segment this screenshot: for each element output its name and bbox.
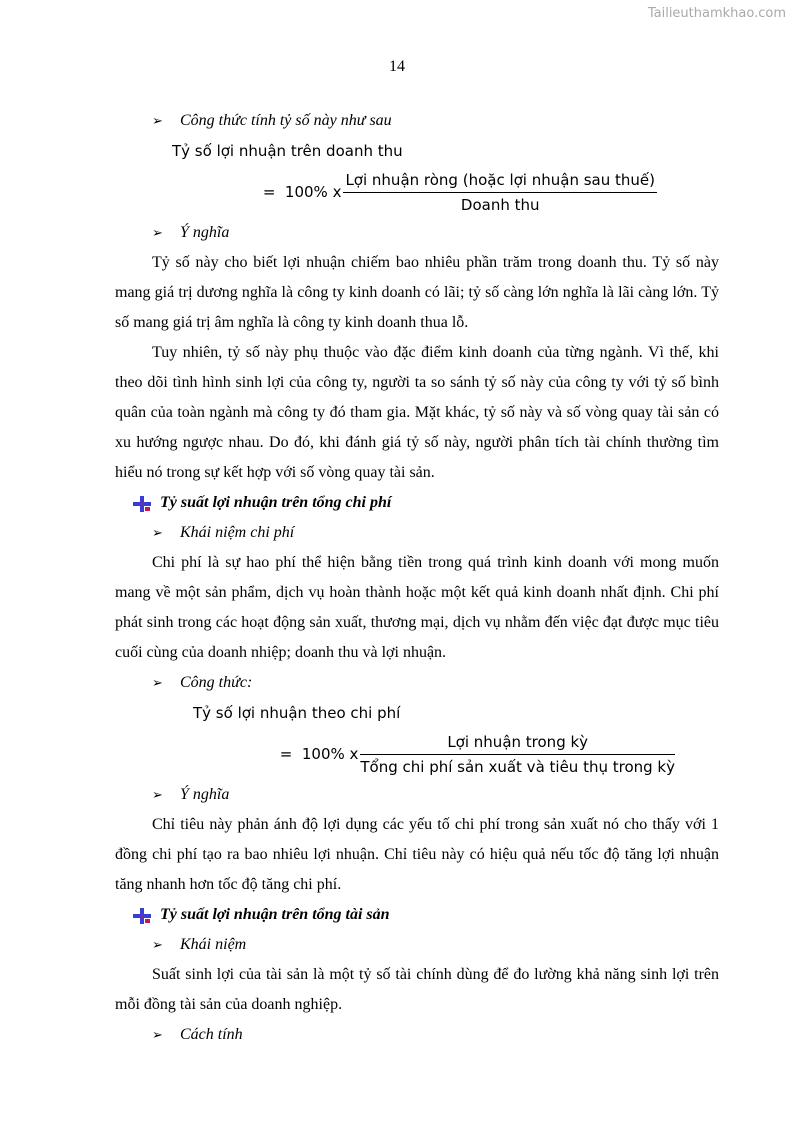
document-body (115, 106, 719, 1050)
arrow-bullet-icon: ➢ (152, 113, 163, 128)
arrow-bullet-icon: ➢ (152, 525, 163, 540)
bullet-text: Công thức tính tỷ số này như sau (180, 112, 392, 129)
bullet-formula-intro (115, 106, 719, 136)
bullet-meaning-1 (115, 218, 719, 248)
arrow-bullet-icon: ➢ (152, 937, 163, 952)
bullet-text: Ý nghĩa (180, 786, 230, 803)
paragraph: Suất sinh lợi của tài sản là một tỷ số tài chính dùng để đo lường khả năng sinh lợi trên mỗi đồng tài sản của doanh nghiệp. (115, 966, 719, 1013)
arrow-bullet-icon: ➢ (152, 675, 163, 690)
bullet-text: Cách tính (180, 1026, 243, 1043)
paragraph: Tuy nhiên, tỷ số này phụ thuộc vào đặc điểm kinh doanh của từng ngành. Vì thế, khi theo dõi tình hình sinh lợi của công ty, người ta so sánh tỷ số này của công ty với tỷ số bình quân của toàn ngành mà công ty đó tham gia. Mặt khác, tỷ số này và số vòng quay tài sản có xu hướng ngược nhau. Do đó, khi đánh giá tỷ số này, người phân tích tài chính thường tìm hiểu nó trong sự kết hợp với số vòng quay tài sản. (115, 344, 719, 481)
formula-1-fraction (343, 170, 657, 215)
formula-2 (115, 728, 719, 780)
bullet-formula-2 (115, 668, 719, 698)
arrow-bullet-icon: ➢ (152, 787, 163, 802)
heading-text: Tỷ suất lợi nhuận trên tổng tài sản (160, 906, 390, 923)
bullet-calculation (115, 1020, 719, 1050)
formula-1-lhs: = 100% x (262, 183, 342, 201)
bullet-text: Công thức: (180, 674, 253, 691)
formula-2-label: Tỷ số lợi nhuận theo chi phí (193, 704, 401, 722)
paragraph: Chi phí là sự hao phí thể hiện bằng tiền trong quá trình kinh doanh với mong muốn mang về một sản phẩm, dịch vụ hoàn thành hoặc một kết quả kinh doanh nhất định. Chi phí phát sinh trong các hoạt động sản xuất, thương mại, dịch vụ nhằm đến việc đạt được mục tiêu cuối cùng của doanh nhiệp; doanh thu và lợi nhuận. (115, 554, 719, 661)
formula-2-numerator: Lợi nhuận trong kỳ (360, 732, 675, 755)
bullet-text: Khái niệm chi phí (180, 524, 295, 541)
bullet-asset-concept (115, 930, 719, 960)
formula-1-numerator: Lợi nhuận ròng (hoặc lợi nhuận sau thuế) (343, 170, 657, 193)
formula-2-denominator: Tổng chi phí sản xuất và tiêu thụ trong kỳ (360, 757, 675, 776)
heading-text: Tỷ suất lợi nhuận trên tổng chi phí (160, 494, 392, 511)
bullet-meaning-2 (115, 780, 719, 810)
cross-plus-icon (132, 494, 160, 512)
section-heading-cost (115, 488, 719, 518)
arrow-bullet-icon: ➢ (152, 225, 163, 240)
paragraph: Tỷ số này cho biết lợi nhuận chiếm bao nhiêu phần trăm trong doanh thu. Tỷ số này mang giá trị dương nghĩa là công ty kinh doanh có lãi; tỷ số càng lớn nghĩa là lãi càng lớn. Tỷ số mang giá trị âm nghĩa là công ty kinh doanh thua lỗ. (115, 254, 719, 331)
paragraph: Chỉ tiêu này phản ánh độ lợi dụng các yếu tố chi phí trong sản xuất nó cho thấy với 1 đồng chi phí tạo ra bao nhiêu lợi nhuận. Chỉ tiêu này có hiệu quả nếu tốc độ tăng lợi nhuận tăng nhanh hơn tốc độ tăng chi phí. (115, 816, 719, 893)
cross-plus-icon (132, 906, 160, 924)
formula-2-lhs: = 100% x (279, 745, 359, 763)
formula-1-label: Tỷ số lợi nhuận trên doanh thu (172, 142, 403, 160)
watermark: Tailieuthamkhao.com (647, 6, 786, 21)
page-number: 14 (389, 58, 405, 75)
arrow-bullet-icon: ➢ (152, 1027, 163, 1042)
formula-1 (115, 166, 719, 218)
section-heading-assets (115, 900, 719, 930)
bullet-text: Khái niệm (180, 936, 247, 953)
formula-1-denominator: Doanh thu (460, 195, 540, 214)
bullet-cost-concept (115, 518, 719, 548)
formula-2-fraction (360, 732, 675, 777)
bullet-text: Ý nghĩa (180, 224, 230, 241)
